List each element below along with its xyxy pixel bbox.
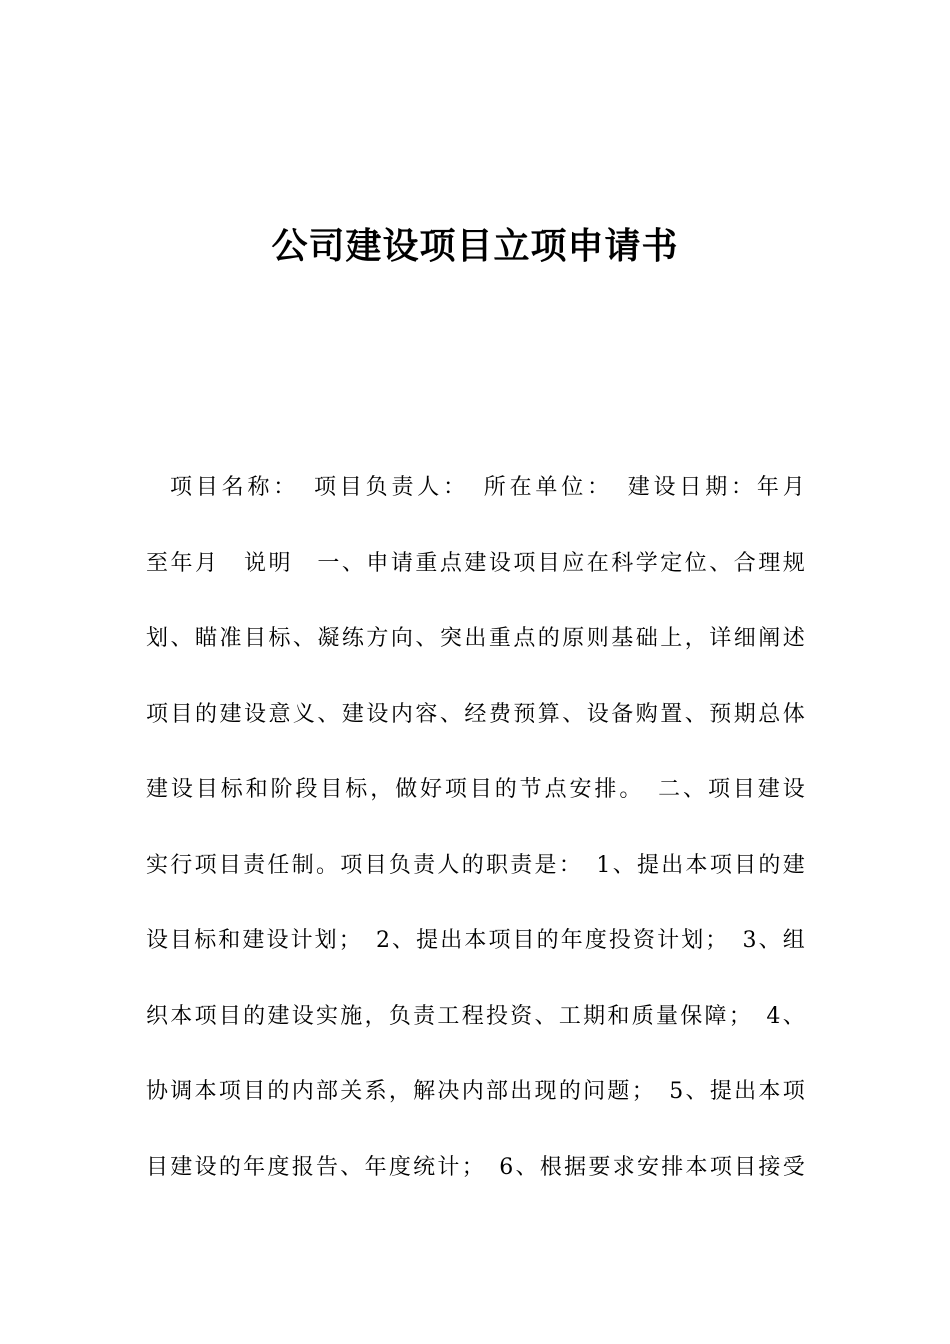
document-body	[146, 450, 806, 1205]
body-line: 划、瞄准目标、凝练方向、突出重点的原则基础上，详细阐述	[146, 626, 806, 651]
body-line: 至年月 说明 一、申请重点建设项目应在科学定位、合理规	[146, 550, 806, 576]
body-line: 织本项目的建设实施，负责工程投资、工期和质量保障； 4、	[146, 1003, 806, 1029]
body-line: 目建设的年度报告、年度统计； 6、根据要求安排本项目接受	[146, 1154, 806, 1180]
body-line: 项目的建设意义、建设内容、经费预算、设备购置、预期总体	[146, 701, 806, 727]
body-line: 协调本项目的内部关系，解决内部出现的问题； 5、提出本项	[146, 1079, 806, 1104]
document-title: 公司建设项目立项申请书	[271, 226, 679, 267]
body-line: 建设目标和阶段目标，做好项目的节点安排。 二、项目建设	[146, 777, 806, 802]
body-line: 实行项目责任制。项目负责人的职责是： 1、提出本项目的建	[146, 852, 806, 878]
body-line: 设目标和建设计划； 2、提出本项目的年度投资计划； 3、组	[146, 928, 806, 953]
body-line: 项目名称： 项目负责人： 所在单位： 建设日期：年月	[170, 475, 806, 500]
